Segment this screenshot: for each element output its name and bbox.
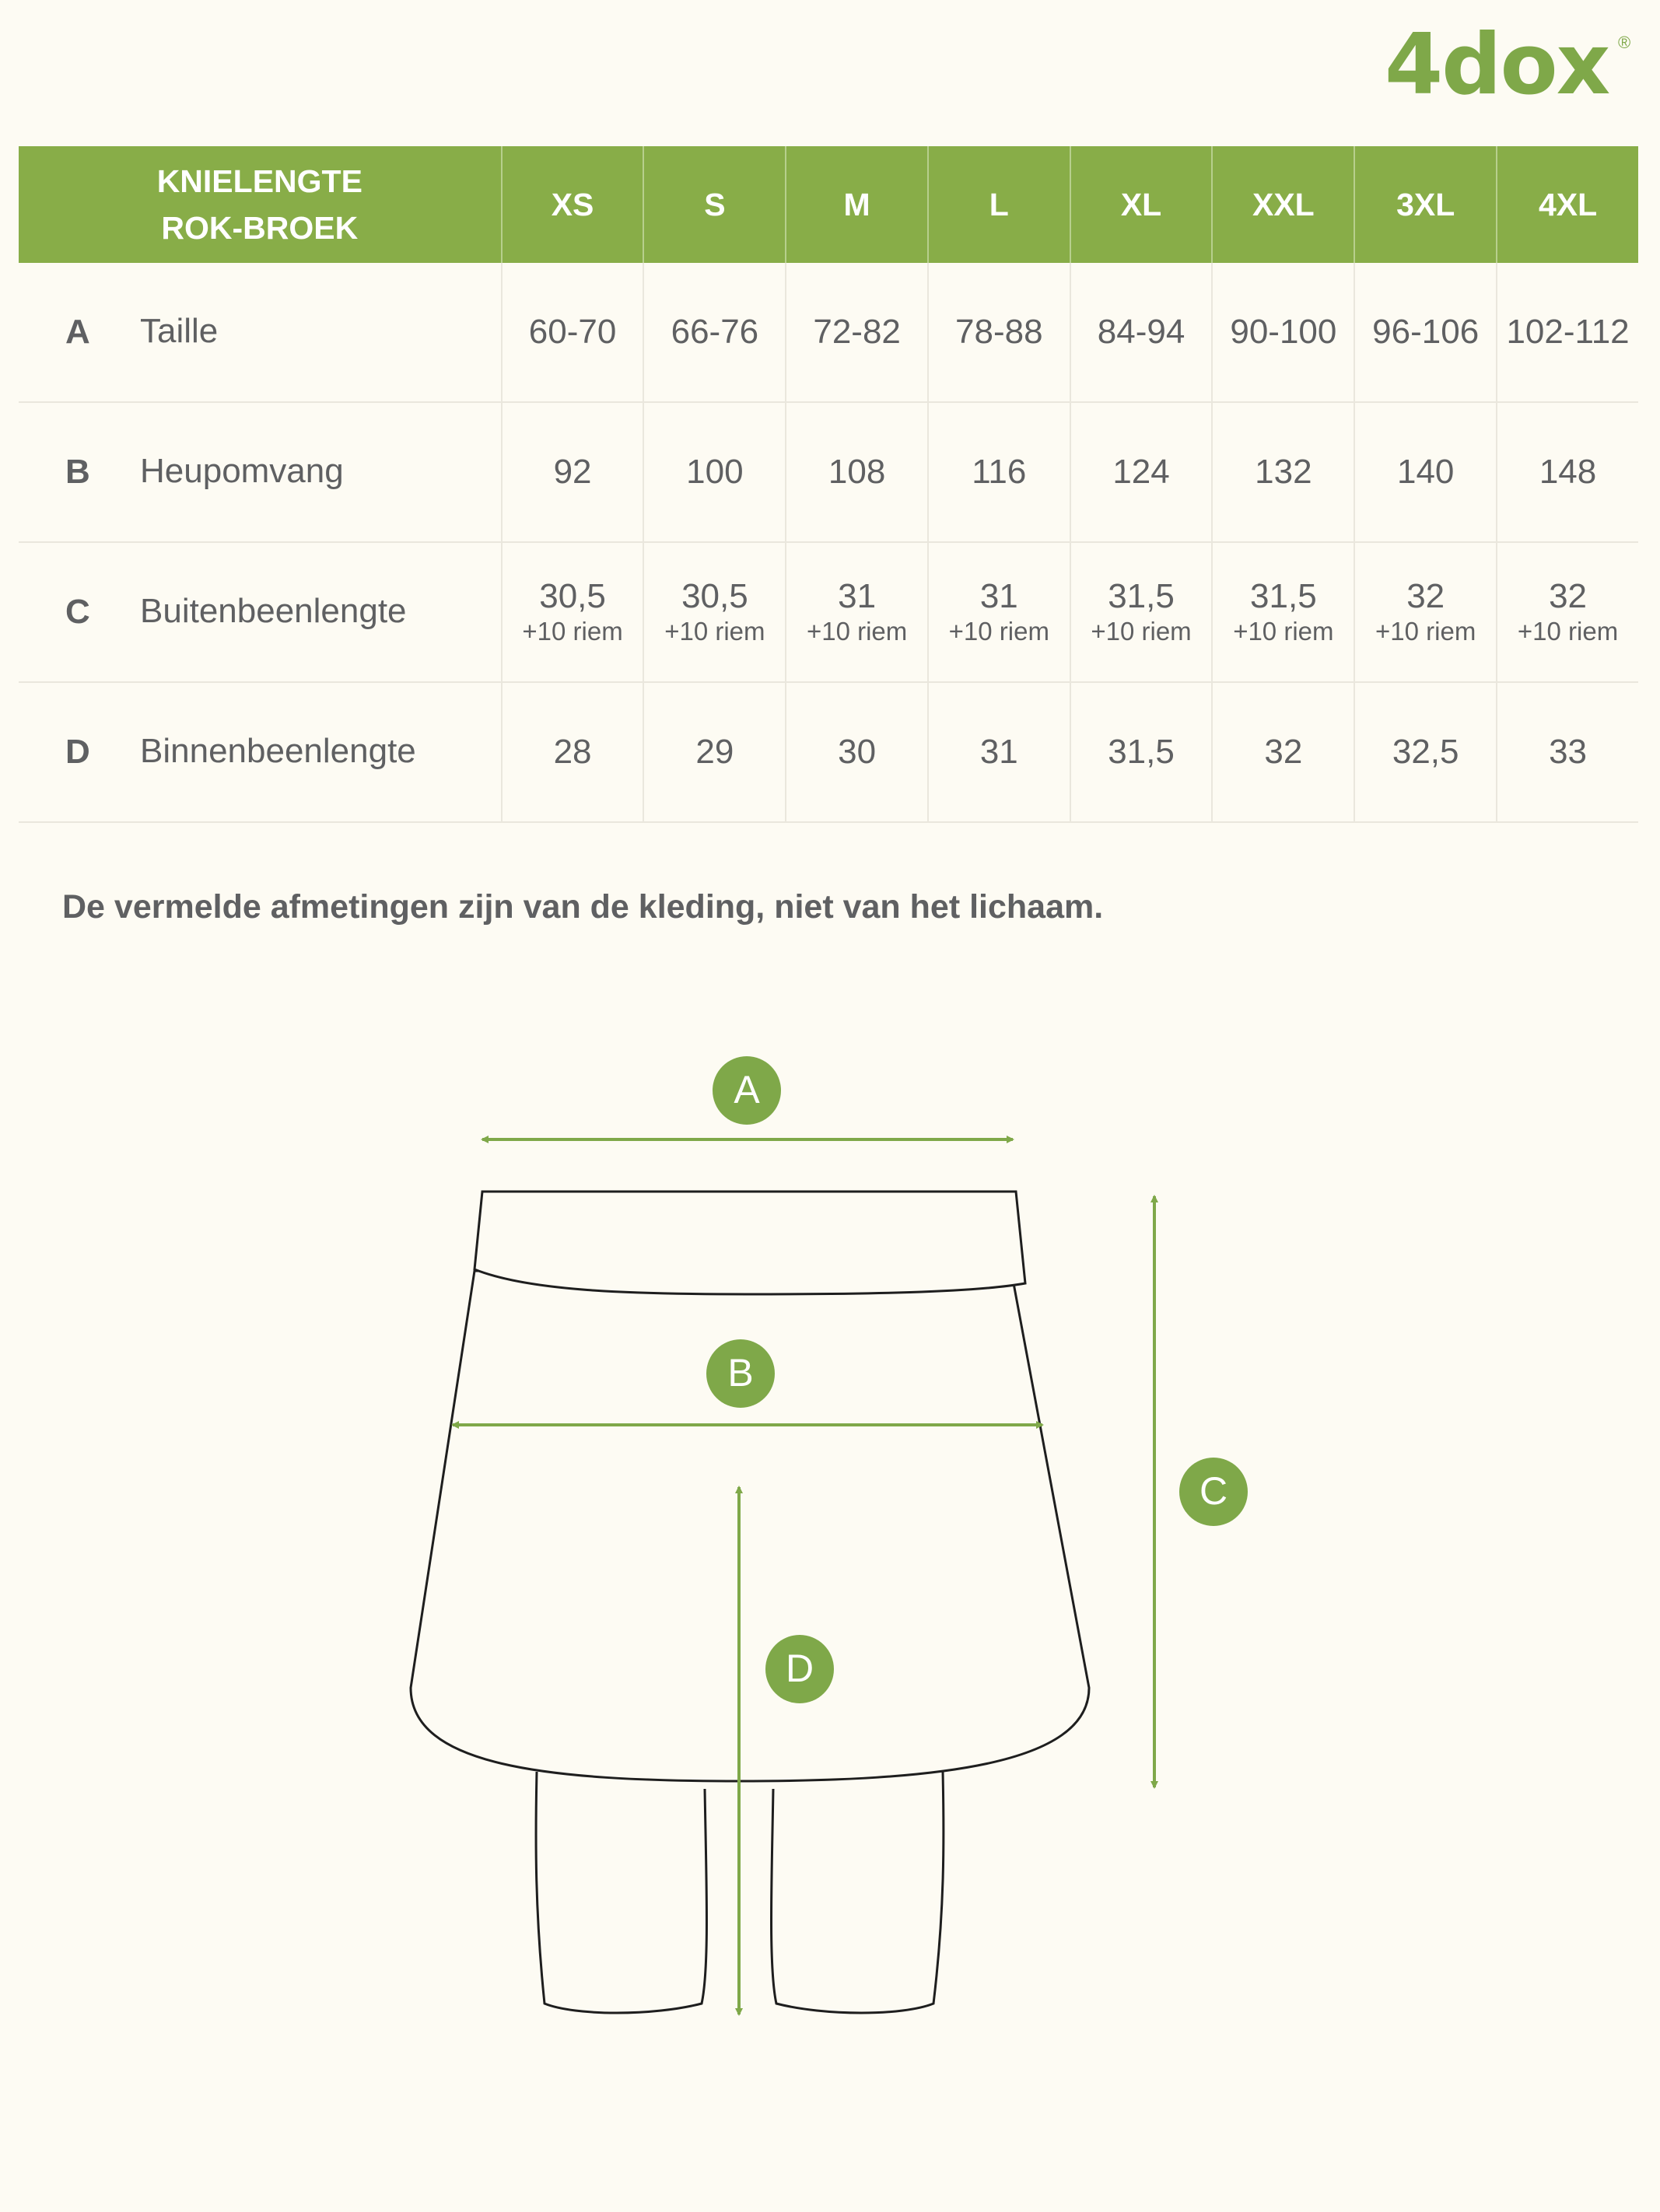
marker-b xyxy=(706,1339,775,1408)
measurement-label-cell xyxy=(19,263,502,402)
measurement-value: 31,5 xyxy=(1250,577,1317,615)
measurement-value-cell xyxy=(1212,682,1354,822)
skort-diagram xyxy=(0,1011,1660,2100)
measurement-value-cell xyxy=(928,263,1070,402)
measurement-value: 78-88 xyxy=(955,313,1043,351)
measurement-value-cell xyxy=(928,542,1070,682)
measurement-value-note: +10 riem xyxy=(948,617,1049,646)
measurement-value: 32 xyxy=(1549,577,1588,615)
measurement-value: 31 xyxy=(979,577,1018,615)
measurement-value: 31 xyxy=(979,733,1018,771)
brand-name: 4dox xyxy=(1385,16,1609,114)
size-header: S xyxy=(643,146,786,263)
measurement-value-note: +10 riem xyxy=(1091,617,1192,646)
measurement-value: 32 xyxy=(1264,733,1303,771)
measurement-name: Buitenbeenlengte xyxy=(140,592,407,630)
measurement-value-cell xyxy=(1212,263,1354,402)
measurement-value: 96-106 xyxy=(1372,313,1480,351)
measurement-value: 84-94 xyxy=(1097,313,1185,351)
registered-mark: ® xyxy=(1618,33,1631,52)
measurement-name: Heupomvang xyxy=(140,452,344,490)
size-header: M xyxy=(786,146,928,263)
measurement-value-cell xyxy=(1070,263,1213,402)
measurement-value: 31,5 xyxy=(1108,733,1175,771)
measurement-label-cell xyxy=(19,402,502,542)
left-leg-outline xyxy=(536,1772,706,2013)
measurement-value-cell xyxy=(1354,682,1497,822)
measurement-value-cell xyxy=(502,542,644,682)
marker-a xyxy=(713,1056,781,1125)
measurement-row xyxy=(19,263,1638,402)
size-table xyxy=(19,146,1638,823)
measurement-value-cell xyxy=(1354,263,1497,402)
size-header: XXL xyxy=(1212,146,1354,263)
measurement-value: 124 xyxy=(1112,453,1170,491)
size-header: L xyxy=(928,146,1070,263)
size-header: XL xyxy=(1070,146,1213,263)
table-title-line2: ROK-BROEK xyxy=(161,210,359,246)
marker-d xyxy=(765,1635,834,1703)
waistband-outline xyxy=(475,1192,1025,1294)
measurement-value-cell xyxy=(786,402,928,542)
measurement-value-cell xyxy=(643,682,786,822)
measurement-value: 116 xyxy=(972,453,1027,491)
measurement-value: 66-76 xyxy=(671,313,759,351)
measurement-value: 33 xyxy=(1549,733,1588,771)
marker-c xyxy=(1179,1458,1248,1526)
measurement-value-cell xyxy=(1354,542,1497,682)
measurement-value-cell xyxy=(786,682,928,822)
table-title xyxy=(19,146,502,263)
measurement-value-cell xyxy=(502,263,644,402)
measurement-value-cell xyxy=(1070,682,1213,822)
measurement-value: 108 xyxy=(828,453,886,491)
measurement-value: 30 xyxy=(838,733,877,771)
measurement-letter: B xyxy=(65,453,90,491)
marker-a-label: A xyxy=(734,1068,760,1111)
measurement-value: 102-112 xyxy=(1506,313,1630,351)
measurement-value: 90-100 xyxy=(1230,313,1337,351)
measurement-value-cell xyxy=(643,263,786,402)
measurement-value-note: +10 riem xyxy=(1517,617,1619,646)
measurement-value-cell xyxy=(643,402,786,542)
measurement-label-cell xyxy=(19,682,502,822)
measurement-row xyxy=(19,682,1638,822)
measurement-value: 28 xyxy=(553,733,592,771)
measurement-value-cell xyxy=(928,402,1070,542)
measurement-value: 132 xyxy=(1255,453,1312,491)
measurement-value-cell xyxy=(1212,542,1354,682)
measurement-value-note: +10 riem xyxy=(806,617,908,646)
measurement-value-note: +10 riem xyxy=(1375,617,1476,646)
measurement-value: 30,5 xyxy=(681,577,748,615)
measurement-value-note: +10 riem xyxy=(522,617,623,646)
size-header-row xyxy=(19,146,1638,263)
measurement-letter: A xyxy=(65,313,90,351)
measurement-value-cell xyxy=(502,402,644,542)
measurement-row xyxy=(19,542,1638,682)
measurement-row xyxy=(19,402,1638,542)
measurement-value-cell xyxy=(1212,402,1354,542)
measurement-value-cell xyxy=(643,542,786,682)
brand-logo xyxy=(1385,16,1641,124)
measurement-value-cell xyxy=(1497,402,1638,542)
marker-d-label: D xyxy=(785,1647,814,1690)
measurement-value-note: +10 riem xyxy=(664,617,765,646)
measurement-value-cell xyxy=(786,263,928,402)
size-header: 4XL xyxy=(1497,146,1638,263)
marker-c-label: C xyxy=(1199,1469,1228,1513)
measurement-value: 30,5 xyxy=(539,577,606,615)
measurement-value-cell xyxy=(1497,682,1638,822)
measurement-value-cell xyxy=(1497,263,1638,402)
measurement-name: Taille xyxy=(140,312,219,350)
marker-b-label: B xyxy=(727,1351,754,1395)
measurement-value: 92 xyxy=(553,453,592,491)
right-leg-outline xyxy=(772,1772,944,2013)
measurement-value: 31 xyxy=(838,577,877,615)
size-header: XS xyxy=(502,146,644,263)
measurement-value-cell xyxy=(928,682,1070,822)
measurement-value: 60-70 xyxy=(528,313,617,351)
measurement-letter: D xyxy=(65,733,90,771)
size-header: 3XL xyxy=(1354,146,1497,263)
measurement-value-cell xyxy=(1070,402,1213,542)
measurement-value: 148 xyxy=(1539,453,1597,491)
measurement-value-cell xyxy=(1497,542,1638,682)
measurement-value-note: +10 riem xyxy=(1233,617,1334,646)
measurement-value: 72-82 xyxy=(813,313,901,351)
garment-outline xyxy=(411,1192,1089,2013)
measurement-value: 100 xyxy=(686,453,744,491)
measurement-value: 140 xyxy=(1396,453,1455,491)
measurement-letter: C xyxy=(65,593,90,631)
measurement-value: 32,5 xyxy=(1392,733,1459,771)
measurement-value: 32 xyxy=(1406,577,1445,615)
measurement-value: 31,5 xyxy=(1108,577,1175,615)
measurement-note: De vermelde afmetingen zijn van de kleding, niet van het lichaam. xyxy=(62,888,1104,926)
measurement-name: Binnenbeenlengte xyxy=(140,732,416,770)
measurement-value: 29 xyxy=(695,733,734,771)
measurement-value-cell xyxy=(502,682,644,822)
measurement-label-cell xyxy=(19,542,502,682)
measurement-value-cell xyxy=(1070,542,1213,682)
table-title-line1: KNIELENGTE xyxy=(156,163,362,199)
measurement-value-cell xyxy=(786,542,928,682)
measurement-value-cell xyxy=(1354,402,1497,542)
